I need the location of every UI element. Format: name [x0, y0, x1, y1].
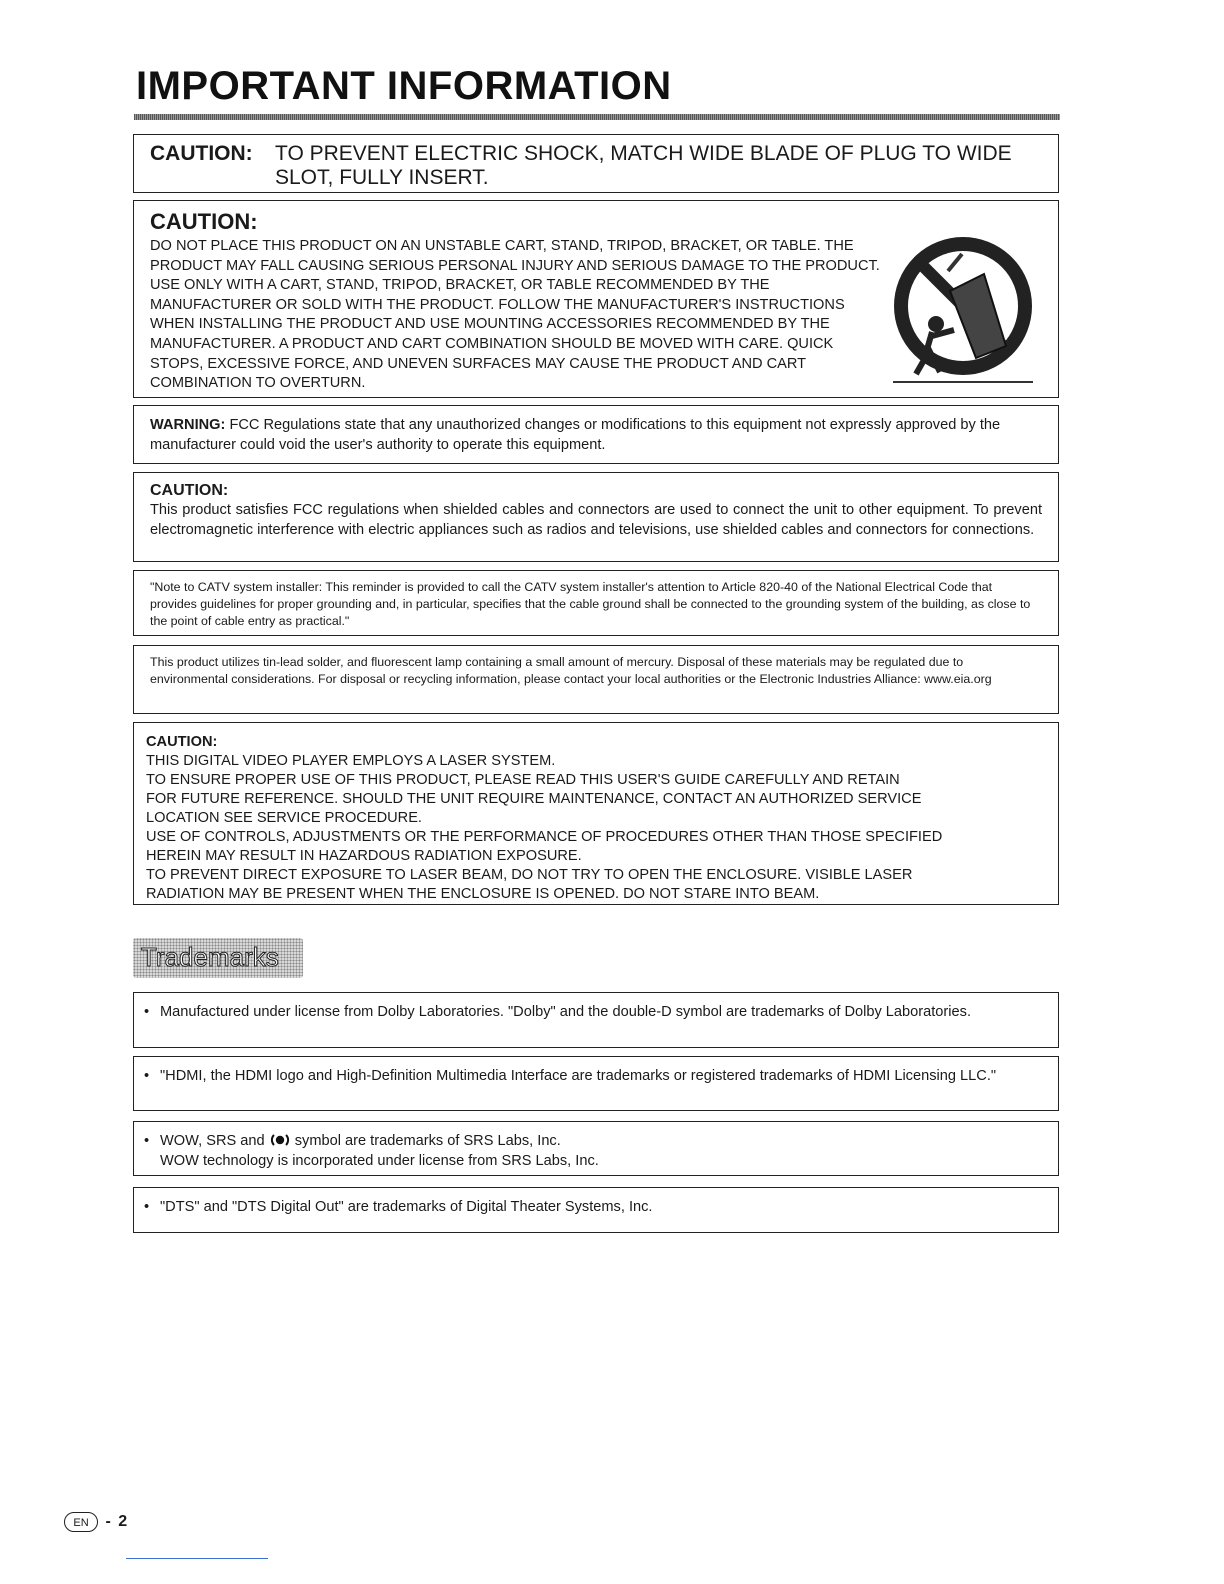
trademarks-heading-text: Trademarks	[141, 942, 279, 972]
laser-caution-line: LOCATION SEE SERVICE PROCEDURE.	[146, 810, 422, 826]
laser-caution-line: THIS DIGITAL VIDEO PLAYER EMPLOYS A LASER SYSTEM.	[146, 753, 556, 769]
catv-note-text: "Note to CATV system installer: This reminder is provided to call the CATV system installer's attention to Article 820-40 of the National Electrical Code that provides guidelines for proper grounding and, in particular, specifies that the cable ground shall be connected to the grounding system of the building, as close to the point of cable entry as practical."	[150, 580, 1031, 628]
footer-divider	[126, 1558, 268, 1559]
page-number-value: 2	[118, 1513, 128, 1530]
laser-caution-line: TO ENSURE PROPER USE OF THIS PRODUCT, PLEASE READ THIS USER'S GUIDE CAREFULLY AND RETAIN	[146, 772, 900, 788]
cart-caution-box	[133, 200, 1059, 398]
laser-caution-line: RADIATION MAY BE PRESENT WHEN THE ENCLOSURE IS OPENED. DO NOT STARE INTO BEAM.	[146, 886, 820, 902]
tip-over-warning-icon	[888, 236, 1038, 388]
trademark-dolby-text: Manufactured under license from Dolby Laboratories. "Dolby" and the double-D symbol are trademarks of Dolby Laboratories.	[160, 1004, 971, 1020]
shield-caution-text: This product satisfies FCC regulations when shielded cables and connectors are used to connect the unit to other equipment. To prevent electromagnetic interference with electric appliances such as radios and televisions, use shielded cables and connectors for connections.	[150, 502, 1042, 538]
trademark-dolby-box	[133, 992, 1059, 1048]
plug-caution-box	[133, 134, 1059, 193]
page-number-separator: -	[105, 1513, 111, 1530]
title-divider	[134, 114, 1060, 120]
trademark-hdmi-text: "HDMI, the HDMI logo and High-Definition Multimedia Interface are trademarks or registered trademarks of HDMI Licensing LLC."	[160, 1068, 997, 1084]
trademarks-heading	[133, 938, 303, 978]
fcc-warning-box	[133, 405, 1059, 464]
laser-caution-label: CAUTION:	[146, 734, 218, 750]
bullet: •	[144, 1133, 150, 1149]
laser-caution-line: TO PREVENT DIRECT EXPOSURE TO LASER BEAM, DO NOT TRY TO OPEN THE ENCLOSURE. VISIBLE LASER	[146, 867, 913, 883]
trademark-srs-text-start: WOW, SRS and	[160, 1133, 265, 1149]
language-en-icon: EN	[64, 1512, 98, 1532]
cart-caution-label: CAUTION:	[150, 209, 258, 234]
trademark-hdmi-box	[133, 1056, 1059, 1111]
bullet: •	[144, 1068, 150, 1084]
trademark-srs-line2: WOW technology is incorporated under license from SRS Labs, Inc.	[160, 1152, 599, 1169]
trademark-srs-text-end: symbol are trademarks of SRS Labs, Inc.	[294, 1133, 561, 1149]
fcc-warning-label: WARNING:	[150, 417, 226, 433]
srs-logo-icon	[269, 1133, 291, 1147]
bullet: •	[144, 1199, 150, 1215]
trademark-dts-box	[133, 1187, 1059, 1233]
page-number	[64, 1512, 127, 1534]
plug-caution-text: TO PREVENT ELECTRIC SHOCK, MATCH WIDE BLADE OF PLUG TO WIDE SLOT, FULLY INSERT.	[275, 142, 1012, 189]
catv-note-box	[133, 570, 1059, 636]
plug-caution-label: CAUTION:	[150, 142, 253, 165]
bullet: •	[144, 1004, 150, 1020]
disposal-note-text: This product utilizes tin-lead solder, and fluorescent lamp containing a small amount of mercury. Disposal of these materials may be regulated due to environmental considerations. For disposal or recycling information, please contact your local authorities or the Electronic Industries Alliance: www.eia.org	[150, 655, 992, 686]
trademark-srs-box	[133, 1121, 1059, 1176]
page-title: IMPORTANT INFORMATION	[136, 64, 672, 108]
laser-caution-line: HEREIN MAY RESULT IN HAZARDOUS RADIATION EXPOSURE.	[146, 848, 582, 864]
shield-caution-label: CAUTION:	[150, 482, 229, 499]
trademark-dts-text: "DTS" and "DTS Digital Out" are trademarks of Digital Theater Systems, Inc.	[160, 1199, 653, 1215]
disposal-note-box	[133, 645, 1059, 714]
shield-caution-box	[133, 472, 1059, 562]
laser-caution-box	[133, 722, 1059, 905]
cart-caution-text: DO NOT PLACE THIS PRODUCT ON AN UNSTABLE CART, STAND, TRIPOD, BRACKET, OR TABLE. THE PRODUCT MAY FALL CAUSING SERIOUS PERSONAL INJURY AND SERIOUS DAMAGE TO THE PRODUCT. USE ONLY WITH A CART, STAND, TRIPOD, BRACKET, OR TABLE RECOMMENDED BY THE MANUFACTURER OR SOLD WITH THE PRODUCT. FOLLOW THE MANUFACTURER'S INSTRUCTIONS WHEN INSTALLING THE PRODUCT AND USE MOUNTING ACCESSORIES RECOMMENDED BY THE MANUFACTURER. A PRODUCT AND CART COMBINATION SHOULD BE MOVED WITH CARE. QUICK STOPS, EXCESSIVE FORCE, AND UNEVEN SURFACES MAY CAUSE THE PRODUCT AND CART COMBINATION TO OVERTURN.	[150, 238, 880, 392]
laser-caution-line: FOR FUTURE REFERENCE. SHOULD THE UNIT REQUIRE MAINTENANCE, CONTACT AN AUTHORIZED SERVICE	[146, 791, 922, 807]
laser-caution-line: USE OF CONTROLS, ADJUSTMENTS OR THE PERFORMANCE OF PROCEDURES OTHER THAN THOSE SPECIFIED	[146, 829, 943, 845]
fcc-warning-text: FCC Regulations state that any unauthorized changes or modifications to this equipment not expressly approved by the manufacturer could void the user's authority to operate this equipment.	[150, 417, 1001, 453]
